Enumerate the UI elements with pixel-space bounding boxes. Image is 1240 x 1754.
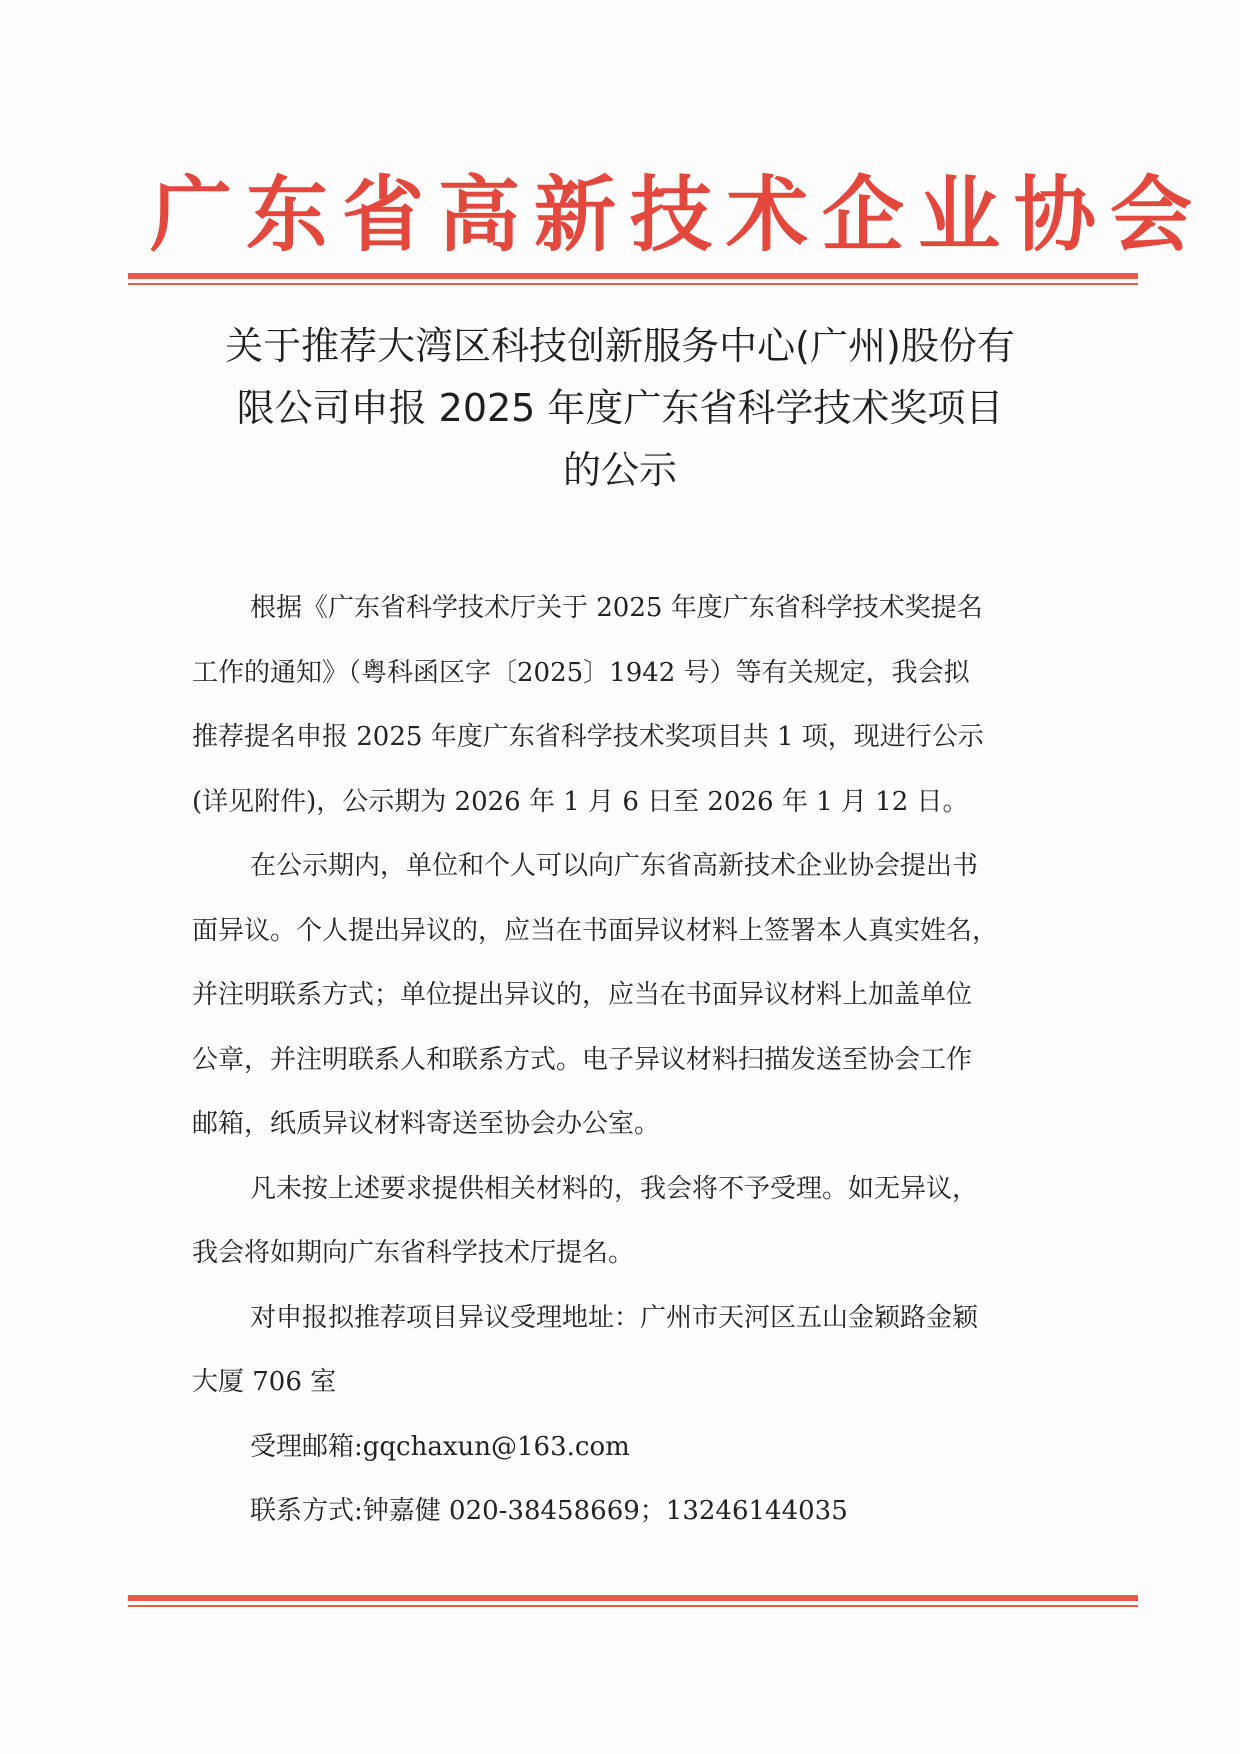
- paragraph-3-line-1: 凡未按上述要求提供相关材料的，我会将不予受理。如无异议，: [250, 1173, 979, 1204]
- title-line-1: 关于推荐大湾区科技创新服务中心(广州)股份有: [225, 324, 1015, 368]
- paragraph-2-line-1: 在公示期内，单位和个人可以向广东省高新技术企业协会提出书: [250, 851, 979, 881]
- contact-line: 联系方式:钟嘉健 020-38458669；13246144035: [250, 1496, 848, 1526]
- document-title: [170, 315, 1070, 501]
- address-line-1: 对申报拟推荐项目异议受理地址：广州市天河区五山金颖路金颖: [250, 1302, 979, 1333]
- organization-header: 广东省高新技术企业协会: [150, 167, 1207, 263]
- paragraph-1-line-2: 工作的通知》（粤科函区字〔2025〕1942 号）等有关规定，我会拟: [192, 657, 970, 688]
- paragraph-2-line-3: 并注明联系方式；单位提出异议的，应当在书面异议材料上加盖单位: [192, 980, 973, 1010]
- paragraph-1-line-4: (详见附件)，公示期为 2026 年 1 月 6 日至 2026 年 1 月 12 日。: [192, 786, 969, 817]
- paragraph-3-line-2: 我会将如期向广东省科学技术厅提名。: [192, 1238, 635, 1268]
- paragraph-2-line-4: 公章，并注明联系人和联系方式。电子异议材料扫描发送至协会工作: [192, 1044, 973, 1075]
- address-line-2: 大厦 706 室: [192, 1367, 337, 1397]
- footer-divider-thin: [128, 1605, 1138, 1607]
- paragraph-1-line-1: 根据《广东省科学技术厅关于 2025 年度广东省科学技术奖提名: [250, 593, 983, 623]
- title-line-3: 的公示: [562, 448, 677, 492]
- header-divider: [128, 273, 1138, 285]
- document-body: [192, 576, 1052, 1544]
- paragraph-2-line-2: 面异议。个人提出异议的，应当在书面异议材料上签署本人真实姓名，: [192, 915, 999, 946]
- email-line: 受理邮箱:gqchaxun@163.com: [250, 1431, 630, 1462]
- footer-divider-thick: [128, 1595, 1138, 1601]
- paragraph-2-line-5: 邮箱，纸质异议材料寄送至协会办公室。: [192, 1109, 661, 1139]
- paragraph-1-line-3: 推荐提名申报 2025 年度广东省科学技术奖项目共 1 项，现进行公示: [192, 722, 984, 752]
- header-divider-thin: [128, 283, 1138, 285]
- footer-divider: [128, 1595, 1138, 1607]
- header-divider-thick: [128, 273, 1138, 279]
- title-line-2: 限公司申报 2025 年度广东省科学技术奖项目: [236, 386, 1004, 430]
